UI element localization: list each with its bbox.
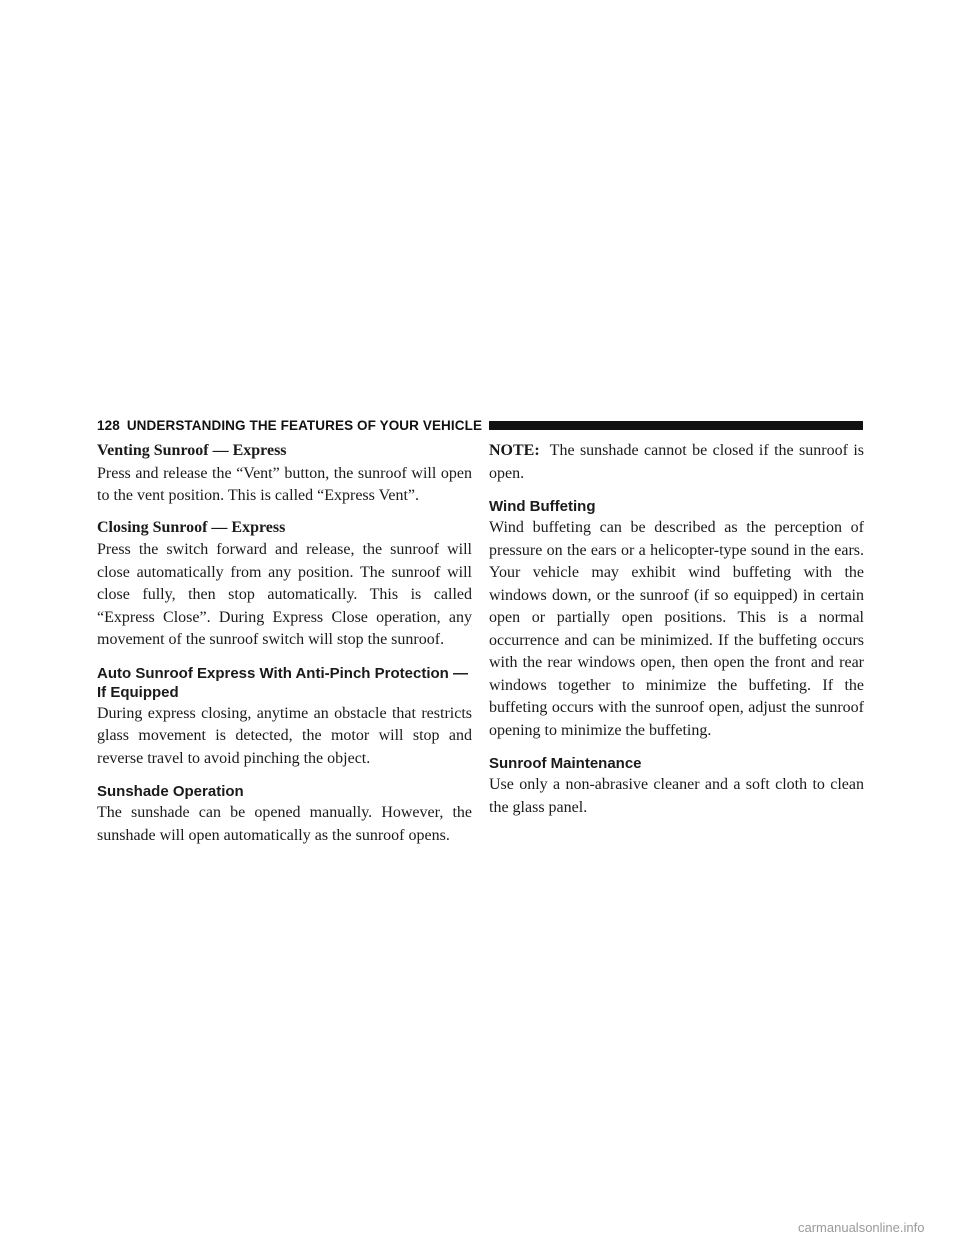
note-label: NOTE: — [489, 442, 540, 459]
header-rule — [489, 421, 863, 430]
anti-pinch-heading: Auto Sunroof Express With Anti-Pinch Protection — If Equipped — [97, 664, 468, 701]
wind-buffeting-text: Wind buffeting can be described as the perception of pressure on the ears or a helicopter-type sound in the ears. Your vehicle may exhibit wind buffeting with the windows down, or the sunroof (if so equipped) in certain open or partially open positions. This is a normal occurrence and can be minimized. If the buffeting occurs with the rear windows open, then open the front and rear windows together to minimize the buffeting. If the buffeting occurs with the sunroof open, adjust the sunroof opening to minimize the buffeting. — [489, 519, 864, 739]
page-number: 128 — [97, 417, 120, 433]
closing-sunroof-text: Press the switch forward and release, the sunroof will close automatically from any position. The sunroof will close fully, then stop automatically. This is called “Express Close”. During Express Close operation, any movement of the sunroof switch will stop the sunroof. — [97, 541, 472, 648]
sunshade-text: The sunshade can be opened manually. However, the sunshade will open automatically as the sunroof opens. — [97, 804, 472, 844]
anti-pinch-text: During express closing, anytime an obstacle that restricts glass movement is detected, the motor will stop and reverse travel to avoid pinching the object. — [97, 704, 472, 767]
note-text: The sunshade cannot be closed if the sunroof is open. — [489, 442, 864, 482]
wind-buffeting-heading: Wind Buffeting — [489, 498, 596, 515]
right-column — [489, 440, 864, 828]
sunshade-heading: Sunshade Operation — [97, 783, 244, 800]
header-title: UNDERSTANDING THE FEATURES OF YOUR VEHICLE — [126, 417, 483, 433]
sunroof-maintenance-heading: Sunroof Maintenance — [489, 755, 642, 772]
sunroof-maintenance-text: Use only a non-abrasive cleaner and a soft cloth to clean the glass panel. — [489, 776, 864, 816]
watermark: carmanualsonline.info — [798, 1220, 925, 1235]
page-header — [97, 416, 863, 434]
venting-sunroof-text: Press and release the “Vent” button, the sunroof will open to the vent position. This is called “Express Vent”. — [97, 464, 472, 504]
venting-sunroof-heading: Venting Sunroof — Express — [97, 442, 287, 459]
closing-sunroof-heading: Closing Sunroof — Express — [97, 518, 286, 536]
left-column — [97, 440, 472, 856]
note — [489, 440, 864, 485]
